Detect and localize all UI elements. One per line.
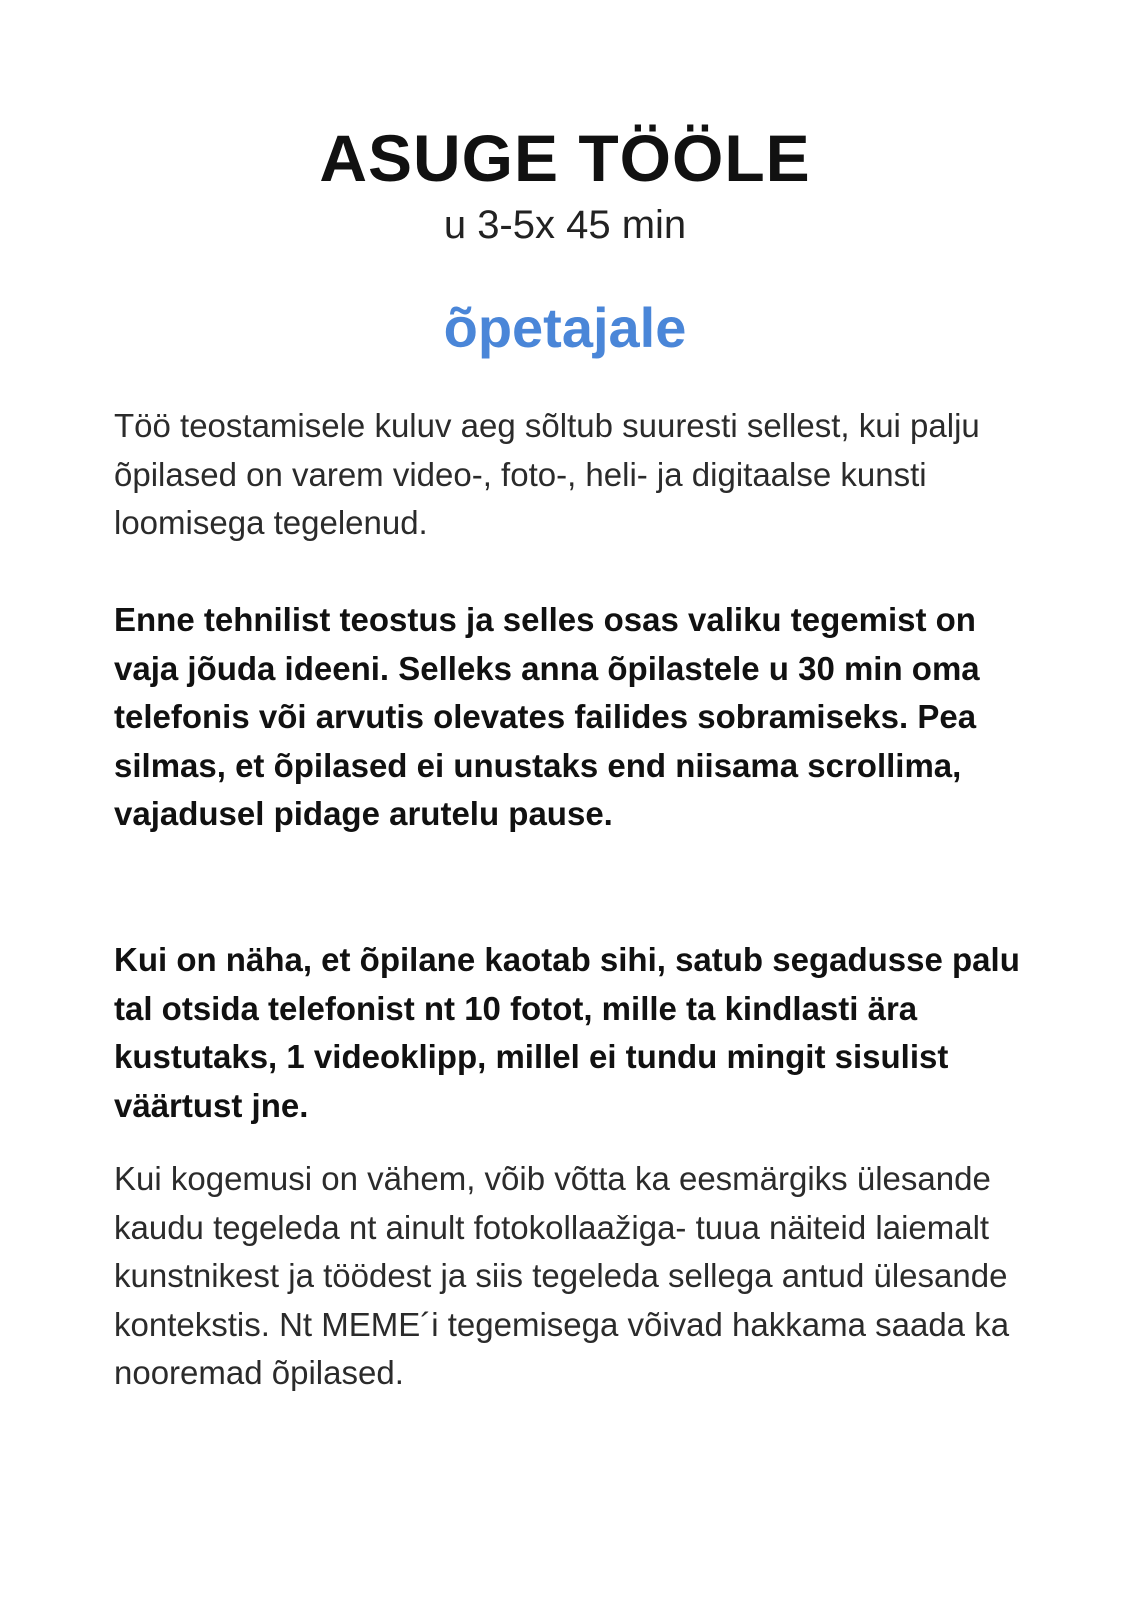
less-experience-paragraph: Kui kogemusi on vähem, võib võtta ka eesmärgiks ülesande kaudu tegeleda nt ainult fotokollaažiga- tuua näiteid laiemalt kunstnikest ja töödest ja siis tegeleda sellega antud ülesande kontekstis. Nt MEME´i tegemisega võivad hakkama saada ka nooremad õpilased. [114,1160,1010,1391]
page-title: ASUGE TÖÖLE [319,121,811,195]
lost-student-tip-paragraph: Kui on näha, et õpilane kaotab sihi, satub segadusse palu tal otsida telefonist nt 10 fotot, mille ta kindlasti ära kustutaks, 1 videoklipp, millel ei tundu mingit sisulist väärtust jne. [114,941,1020,1124]
idea-instructions-paragraph: Enne tehnilist teostus ja selles osas valiku tegemist on vaja jõuda ideeni. Selleks anna õpilastele u 30 min oma telefonis või arvutis olevates failides sobramiseks. Pea silmas, et õpilased ei unustaks end niisama scrollima, vajadusel pidage arutelu pause. [114,601,980,832]
audience-heading: õpetajale [443,296,687,359]
intro-paragraph: Töö teostamisele kuluv aeg sõltub suuresti sellest, kui palju õpilased on varem video-, foto-, heli- ja digitaalse kunsti loomisega tegelenud. [114,407,980,541]
duration-subtitle: u 3-5x 45 min [443,203,687,247]
